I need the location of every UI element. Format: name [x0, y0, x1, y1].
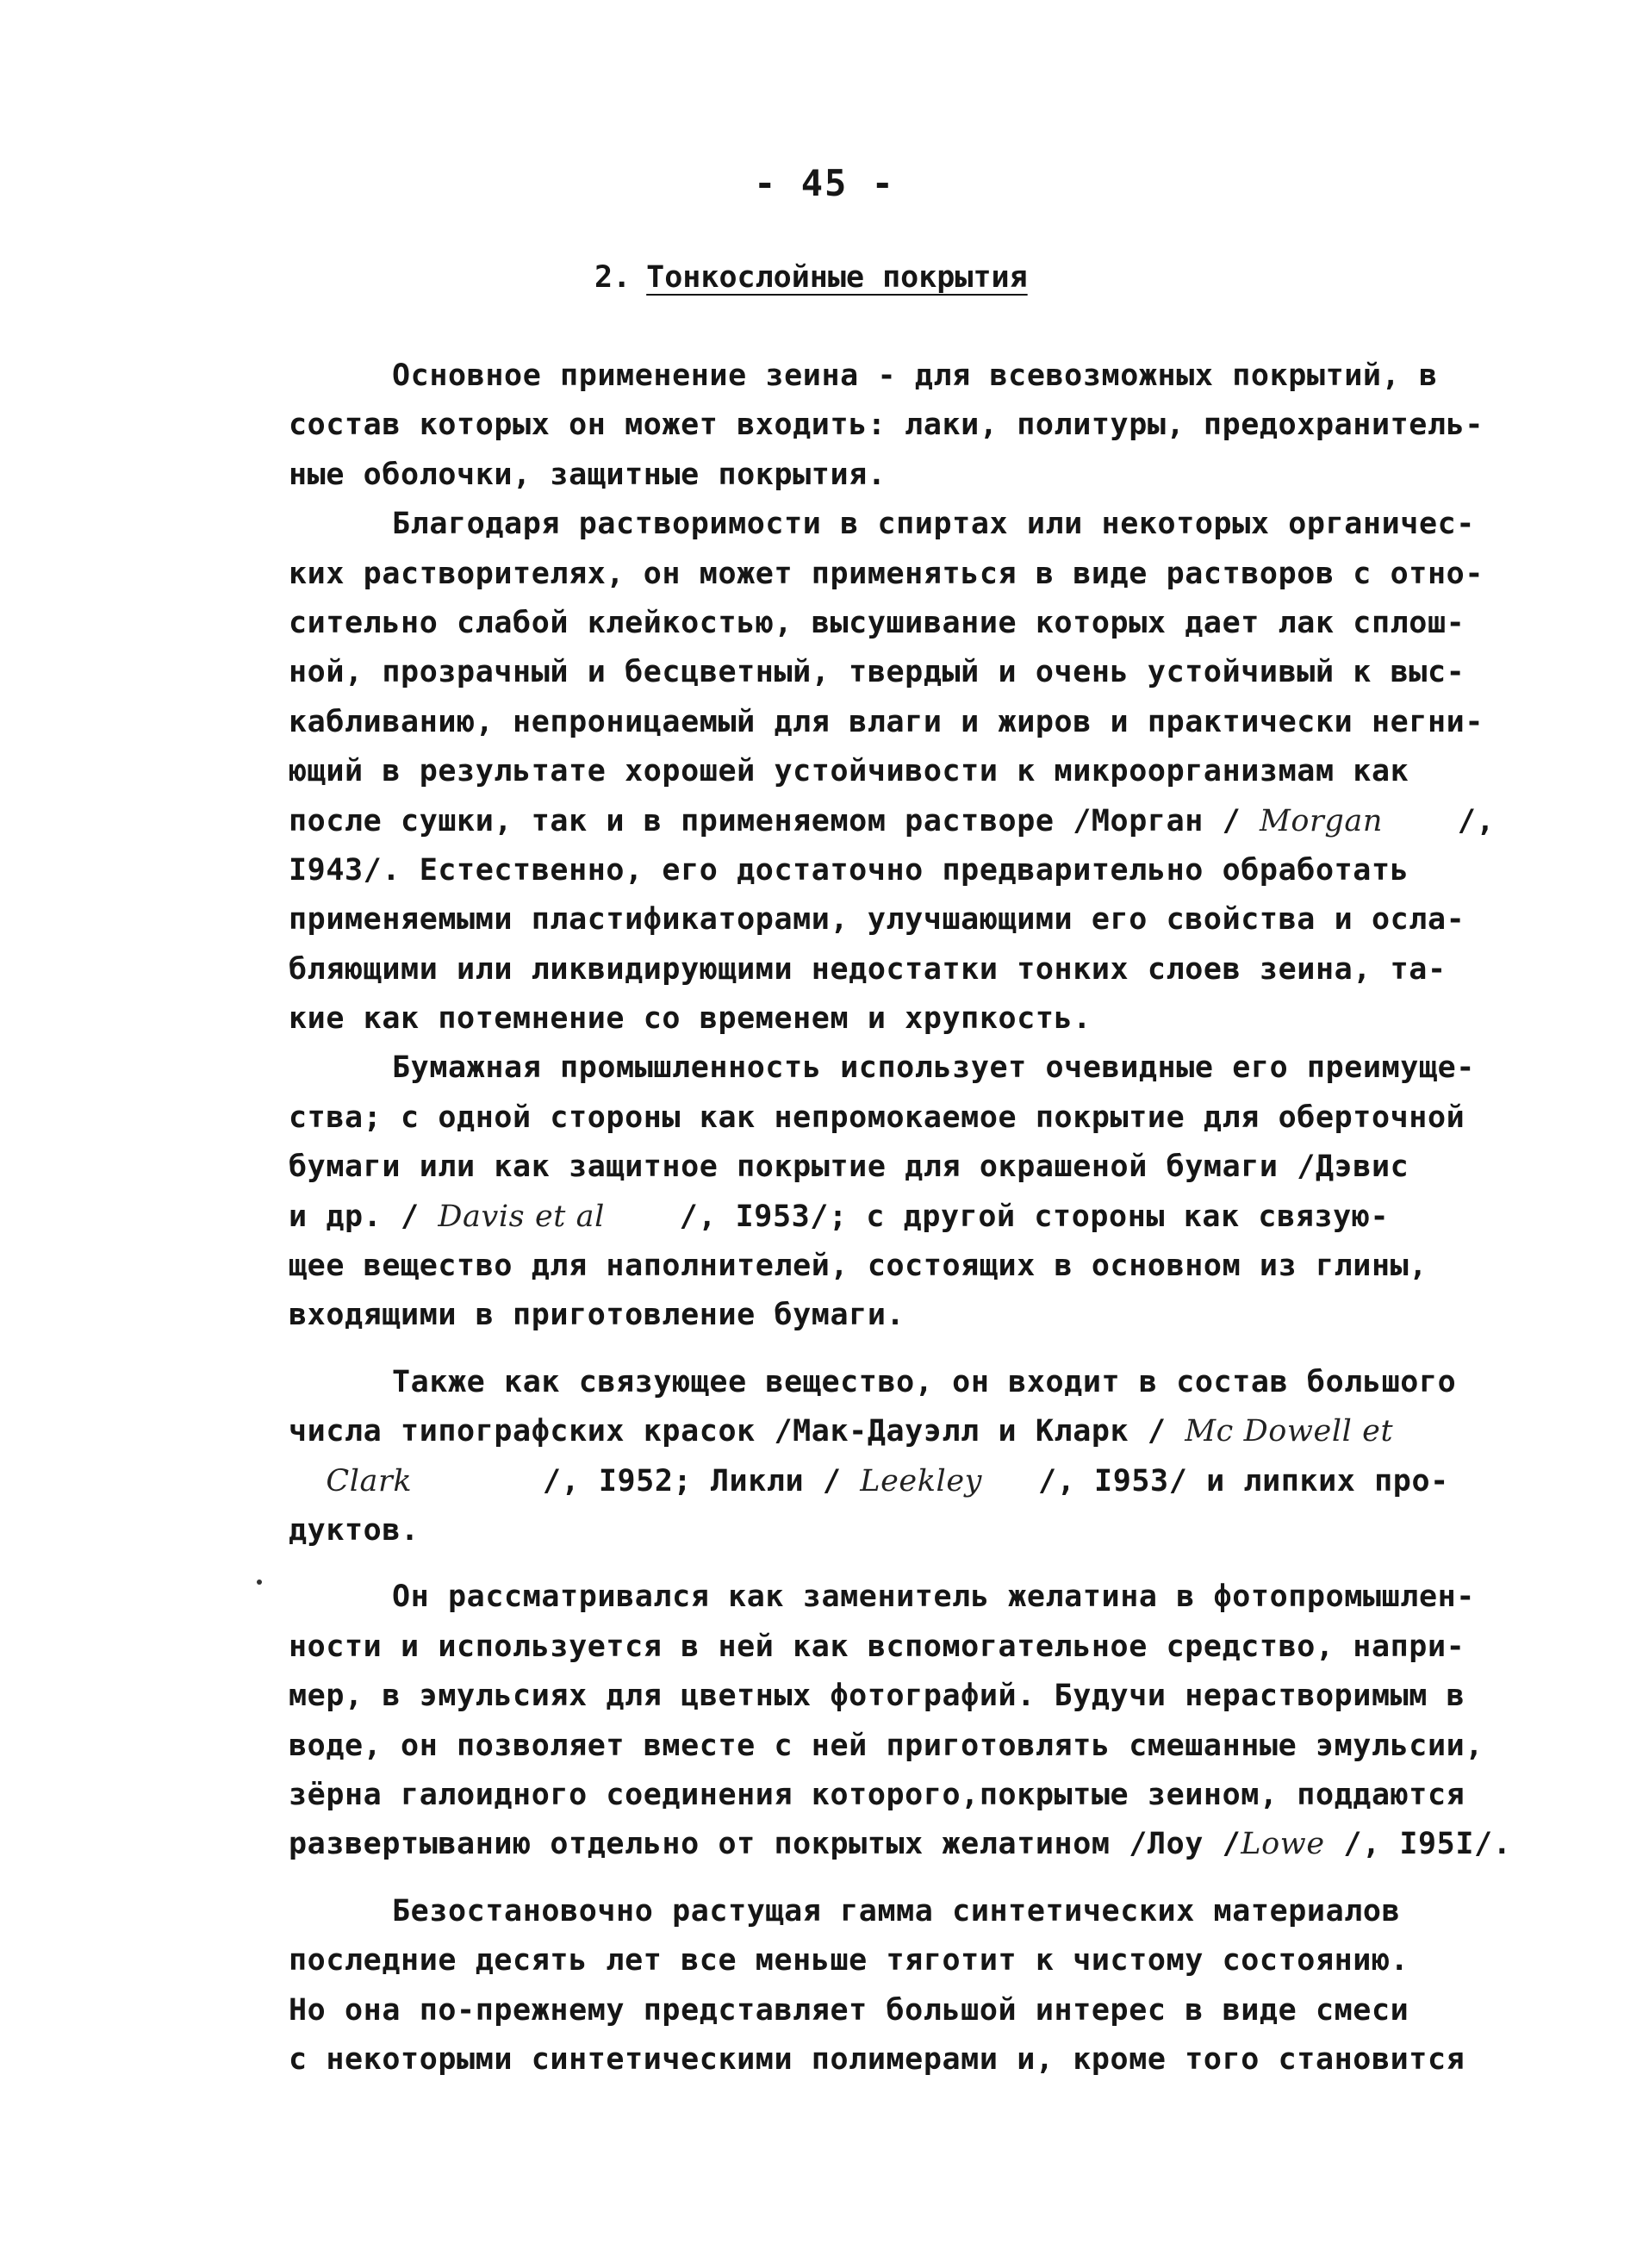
text-line	[289, 1407, 1598, 1456]
text-line: сительно слабой клейкостью, высушивание которых дает лак сплош-	[289, 605, 1465, 640]
text-segment: /, I953/ и липких про-	[1038, 1463, 1449, 1498]
body-text	[289, 352, 1598, 2084]
text-line: щее вещество для наполнителей, состоящих в основном из глины,	[289, 1249, 1428, 1284]
text-segment: /,	[1457, 803, 1496, 838]
text-line: применяемыми пластификаторами, улучшающими его свойства и осла-	[289, 902, 1465, 938]
handwritten-name: Leekley	[860, 1463, 983, 1498]
text-segment: после сушки, так и в применяемом растворе /Морган /	[289, 803, 1241, 838]
section-title: Тонкослойные покрытия	[646, 260, 1028, 295]
text-line: Также как связующее вещество, он входит в состав большого	[392, 1364, 1457, 1399]
text-line: Бумажная промышленность использует очевидные его преимуще-	[392, 1050, 1475, 1086]
handwritten-name: Mc Dowell et	[1185, 1414, 1394, 1449]
text-line: ких растворителях, он может применяться в виде растворов с отно-	[289, 556, 1484, 591]
text-line: с некоторыми синтетическими полимерами и, кроме того становится	[289, 2041, 1465, 2077]
text-line: Он рассматривался как заменитель желатина в фотопромышлен-	[392, 1580, 1475, 1615]
text-line: бумаги или как защитное покрытие для окрашеной бумаги /Дэвис	[289, 1150, 1409, 1185]
text-line: I943/. Естественно, его достаточно предварительно обработать	[289, 852, 1409, 888]
text-line: входящими в приготовление бумаги.	[289, 1298, 905, 1333]
text-line	[289, 1457, 1598, 1506]
text-line: кие как потемнение со временем и хрупкость.	[289, 1001, 1092, 1037]
text-segment: развертыванию отдельно от покрытых желатином /Лоу /	[289, 1827, 1241, 1862]
handwritten-name: Davis et al	[438, 1199, 605, 1234]
text-segment: /, I95I/.	[1343, 1827, 1512, 1862]
text-line: воде, он позволяет вместе с ней приготовлять смешанные эмульсии,	[289, 1728, 1484, 1763]
handwritten-name: Morgan	[1259, 803, 1383, 838]
text-line: Безостановочно растущая гамма синтетических материалов	[392, 1893, 1401, 1928]
text-line: последние десять лет все меньше тяготит к чистому состоянию.	[289, 1943, 1409, 1978]
text-line: ства; с одной стороны как непромокаемое покрытие для оберточной	[289, 1100, 1465, 1135]
text-line: состав которых он может входить: лаки, политуры, предохранитель-	[289, 408, 1484, 443]
text-line	[289, 797, 1598, 846]
text-line: дуктов.	[289, 1512, 420, 1548]
text-line: ные оболочки, защитные покрытия.	[289, 457, 887, 492]
text-line: ности и используется в ней как вспомогательное средство, напри-	[289, 1629, 1465, 1664]
text-line: ющий в результате хорошей устойчивости к микроорганизмам как	[289, 754, 1409, 789]
text-line: мер, в эмульсиях для цветных фотографий. Будучи нерастворимым в	[289, 1679, 1465, 1714]
text-line: бляющими или ликвидирующими недостатки тонких слоев зеина, та-	[289, 951, 1447, 987]
section-heading	[594, 260, 1028, 295]
text-line	[289, 1193, 1598, 1242]
text-segment: и др. /	[289, 1199, 420, 1234]
text-line: зёрна галоидного соединения которого,покрытые зеином, поддаются	[289, 1777, 1465, 1812]
text-line: Но она по-прежнему представляет большой интерес в виде смеси	[289, 1992, 1409, 2028]
handwritten-name: Lowe	[1241, 1827, 1325, 1862]
text-segment: /, I952; Ликли /	[542, 1463, 842, 1498]
text-segment: числа типографских красок /Мак-Дауэлл и Кларк /	[289, 1414, 1167, 1449]
text-line: кабливанию, непроницаемый для влаги и жиров и практически негни-	[289, 704, 1484, 739]
text-line: Благодаря растворимости в спиртах или некоторых органичес-	[392, 507, 1475, 542]
text-line: Основное применение зеина - для всевозможных покрытий, в	[392, 358, 1438, 393]
margin-mark	[257, 1580, 262, 1585]
text-segment: /, I953/; с другой стороны как связую-	[679, 1199, 1390, 1234]
page-number: - 45 -	[754, 162, 895, 204]
handwritten-name: Clark	[326, 1463, 413, 1498]
text-line: ной, прозрачный и бесцветный, твердый и очень устойчивый к выс-	[289, 655, 1465, 690]
text-line	[289, 1820, 1598, 1869]
section-number: 2.	[594, 260, 632, 295]
